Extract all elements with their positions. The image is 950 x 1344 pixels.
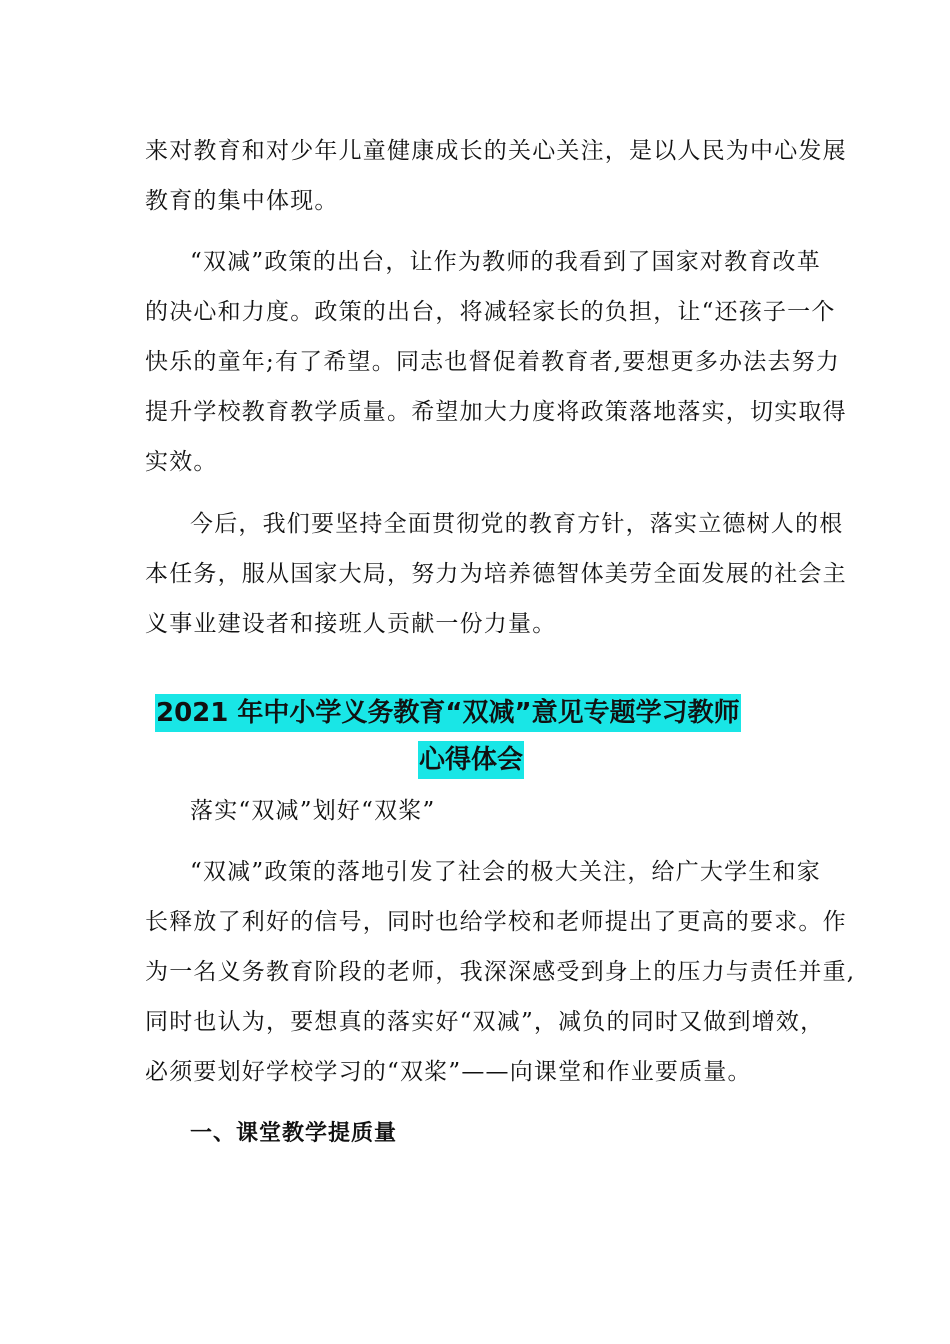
paragraph-line: 快乐的童年;有了希望。同志也督促着教育者,要想更多办法去努力	[145, 349, 841, 375]
paragraph-line: 长释放了利好的信号，同时也给学校和老师提出了更高的要求。作	[145, 909, 847, 935]
paragraph-line: 必须要划好学校学习的“双桨”——向课堂和作业要质量。	[145, 1059, 752, 1085]
paragraph-line: 提升学校教育教学质量。希望加大力度将政策落地落实，切实取得	[145, 399, 847, 425]
paragraph-line: 的决心和力度。政策的出台，将减轻家长的负担，让“还孩子一个	[145, 299, 836, 325]
paragraph-line: 为一名义务教育阶段的老师，我深深感受到身上的压力与责任并重,	[145, 959, 856, 985]
paragraph-line: “双减”政策的落地引发了社会的极大关注，给广大学生和家	[190, 859, 821, 885]
paragraph-line: 义事业建设者和接班人贡献一份力量。	[145, 611, 557, 637]
article-subtitle: 落实“双减”划好“双桨”	[190, 798, 436, 824]
paragraph-line: “双减”政策的出台，让作为教师的我看到了国家对教育改革	[190, 249, 821, 275]
paragraph-line: 来对教育和对少年儿童健康成长的关心关注，是以人民为中心发展	[145, 138, 847, 164]
section-heading: 一、课堂教学提质量	[190, 1121, 398, 1146]
article-title-line-2: 心得体会	[418, 741, 524, 779]
article-title-line-1: 2021 年中小学义务教育“双减”意见专题学习教师	[155, 694, 741, 732]
paragraph-line: 同时也认为，要想真的落实好“双减”，减负的同时又做到增效，	[145, 1009, 825, 1035]
paragraph-line: 今后，我们要坚持全面贯彻党的教育方针，落实立德树人的根	[190, 511, 844, 537]
paragraph-line: 本任务，服从国家大局，努力为培养德智体美劳全面发展的社会主	[145, 561, 847, 587]
paragraph-line: 实效。	[145, 449, 218, 475]
paragraph-line: 教育的集中体现。	[145, 188, 339, 214]
